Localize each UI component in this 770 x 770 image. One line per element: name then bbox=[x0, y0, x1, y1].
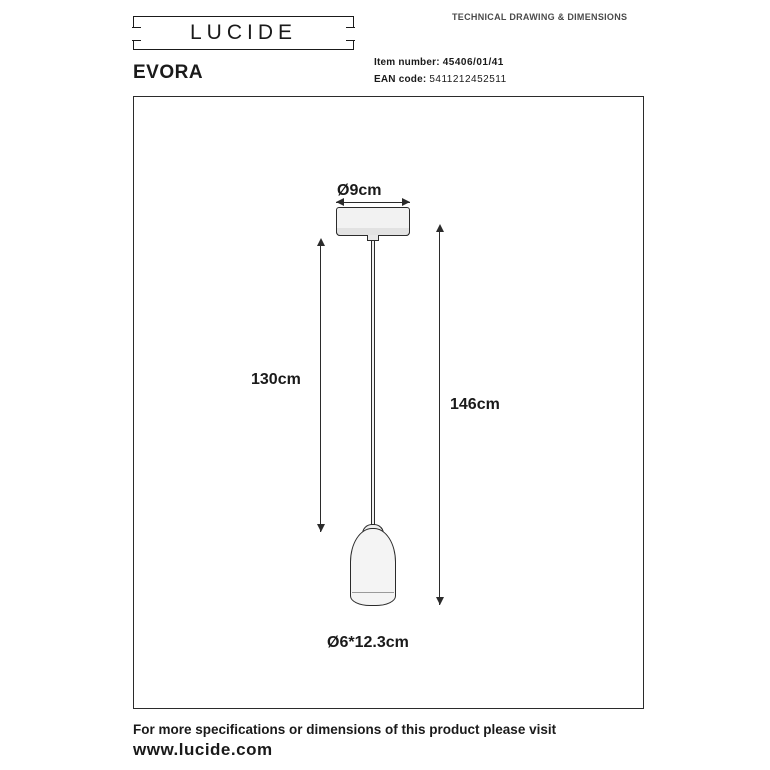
logo-notch-right-icon bbox=[346, 27, 355, 41]
top-diameter-dimension-line bbox=[336, 202, 410, 203]
lamp-shade bbox=[350, 528, 396, 606]
total-height-dimension-line bbox=[439, 226, 440, 605]
footer-website-link[interactable]: www.lucide.com bbox=[133, 740, 273, 759]
shade-dimensions-label: Ø6*12.3cm bbox=[327, 634, 409, 651]
product-name: EVORA bbox=[133, 62, 204, 83]
item-number-value: 45406/01/41 bbox=[442, 57, 504, 68]
logo-notch-left-icon bbox=[132, 27, 141, 41]
item-number-row bbox=[374, 57, 504, 68]
top-diameter-label: Ø9cm bbox=[337, 182, 382, 199]
cord-length-dimension-line bbox=[320, 240, 321, 532]
total-height-arrow-down-icon bbox=[436, 597, 444, 605]
cord-length-arrow-down-icon bbox=[317, 524, 325, 532]
cord-length-arrow-up-icon bbox=[317, 238, 325, 246]
ean-code-value: 5411212452511 bbox=[429, 74, 507, 85]
ean-code-label: EAN code: bbox=[374, 74, 427, 85]
brand-logo-text: LUCIDE bbox=[189, 21, 298, 44]
top-diameter-arrow-right-icon bbox=[402, 198, 410, 206]
item-number-label: Item number: bbox=[374, 57, 440, 68]
shade-bottom-edge bbox=[352, 592, 394, 593]
technical-drawing-label: TECHNICAL DRAWING & DIMENSIONS bbox=[452, 12, 628, 22]
footer-text: For more specifications or dimensions of this product please visit bbox=[133, 722, 557, 737]
ean-code-row bbox=[374, 74, 507, 85]
total-height-label: 146cm bbox=[450, 396, 500, 413]
drawing-frame bbox=[133, 96, 644, 709]
suspension-cord bbox=[371, 241, 375, 531]
total-height-arrow-up-icon bbox=[436, 224, 444, 232]
cord-length-label: 130cm bbox=[251, 371, 301, 388]
